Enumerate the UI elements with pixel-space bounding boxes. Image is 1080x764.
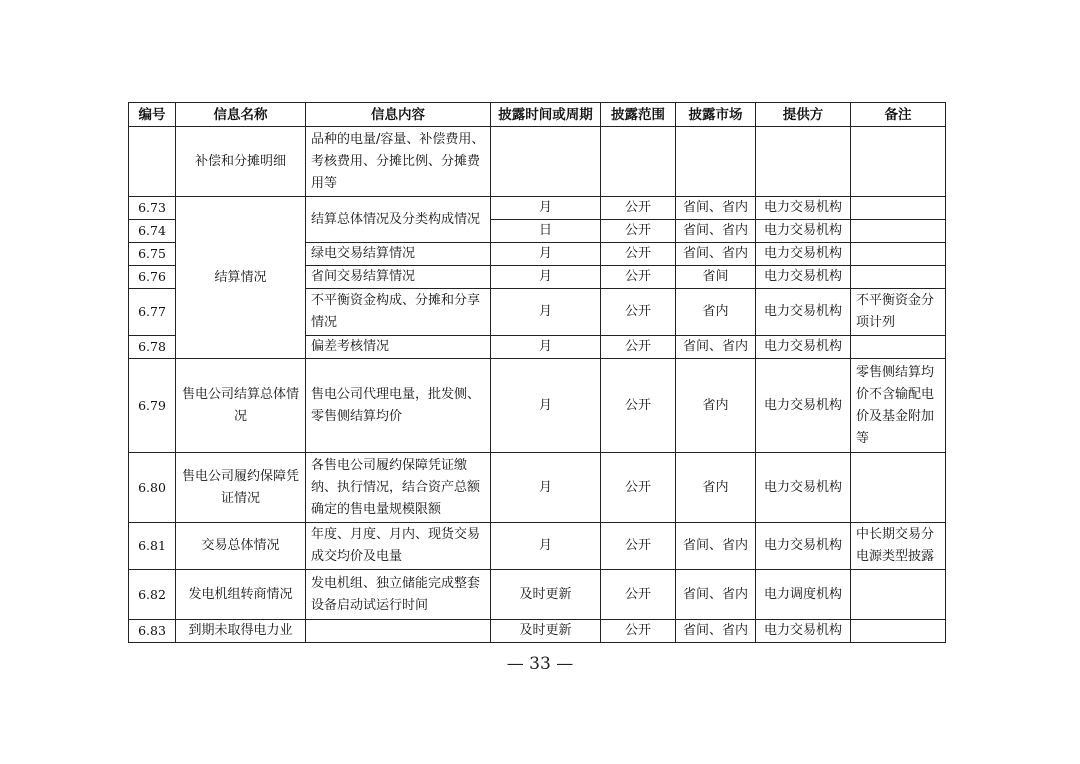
- cell-id: 6.74: [129, 220, 176, 243]
- cell-scope: 公开: [601, 266, 676, 289]
- cell-name: 售电公司结算总体情况: [176, 359, 306, 453]
- cell-content: 年度、月度、月内、现货交易成交均价及电量: [306, 523, 491, 570]
- cell-content: 品种的电量/容量、补偿费用、考核费用、分摊比例、分摊费用等: [306, 127, 491, 197]
- table-row: [129, 127, 946, 197]
- cell-content: 各售电公司履约保障凭证缴纳、执行情况，结合资产总额确定的售电量规模限额: [306, 453, 491, 523]
- cell-id: 6.79: [129, 359, 176, 453]
- cell-content: 发电机组、独立储能完成整套设备启动试运行时间: [306, 570, 491, 620]
- cell-period: 月: [491, 453, 601, 523]
- cell-scope: 公开: [601, 523, 676, 570]
- header-note: 备注: [851, 103, 946, 127]
- cell-name: 结算情况: [176, 197, 306, 359]
- cell-market: 省间、省内: [676, 620, 756, 643]
- cell-scope: 公开: [601, 570, 676, 620]
- cell-scope: 公开: [601, 453, 676, 523]
- header-scope: 披露范围: [601, 103, 676, 127]
- cell-provider: 电力交易机构: [756, 243, 851, 266]
- table-row: [129, 523, 946, 570]
- cell-market: 省间、省内: [676, 570, 756, 620]
- cell-period: 及时更新: [491, 620, 601, 643]
- cell-provider: 电力交易机构: [756, 197, 851, 220]
- cell-provider: 电力交易机构: [756, 289, 851, 336]
- cell-note: [851, 243, 946, 266]
- table-row: [129, 453, 946, 523]
- cell-market: 省间、省内: [676, 336, 756, 359]
- header-provider: 提供方: [756, 103, 851, 127]
- cell-id: 6.75: [129, 243, 176, 266]
- cell-provider: 电力调度机构: [756, 570, 851, 620]
- cell-name: 售电公司履约保障凭证情况: [176, 453, 306, 523]
- header-market: 披露市场: [676, 103, 756, 127]
- header-content: 信息内容: [306, 103, 491, 127]
- cell-note: [851, 570, 946, 620]
- cell-id: 6.83: [129, 620, 176, 643]
- cell-market: 省间: [676, 266, 756, 289]
- cell-period: 及时更新: [491, 570, 601, 620]
- cell-period: 月: [491, 197, 601, 220]
- cell-content: 偏差考核情况: [306, 336, 491, 359]
- cell-note: 中长期交易分电源类型披露: [851, 523, 946, 570]
- cell-period: [491, 127, 601, 197]
- cell-period: 月: [491, 243, 601, 266]
- cell-id: 6.78: [129, 336, 176, 359]
- cell-scope: [601, 127, 676, 197]
- cell-scope: 公开: [601, 289, 676, 336]
- header-period: 披露时间或周期: [491, 103, 601, 127]
- cell-scope: 公开: [601, 197, 676, 220]
- table-row: [129, 197, 946, 220]
- cell-note: [851, 620, 946, 643]
- cell-market: 省间、省内: [676, 197, 756, 220]
- cell-provider: 电力交易机构: [756, 453, 851, 523]
- cell-provider: 电力交易机构: [756, 359, 851, 453]
- table-row: [129, 620, 946, 643]
- cell-content: 售电公司代理电量，批发侧、零售侧结算均价: [306, 359, 491, 453]
- cell-market: 省内: [676, 359, 756, 453]
- cell-market: 省间、省内: [676, 243, 756, 266]
- cell-note: [851, 336, 946, 359]
- cell-id: 6.82: [129, 570, 176, 620]
- cell-name: 到期未取得电力业: [176, 620, 306, 643]
- cell-period: 月: [491, 359, 601, 453]
- cell-market: [676, 127, 756, 197]
- cell-market: 省内: [676, 453, 756, 523]
- cell-provider: 电力交易机构: [756, 620, 851, 643]
- cell-id: [129, 127, 176, 197]
- cell-content: [306, 620, 491, 643]
- cell-name: 交易总体情况: [176, 523, 306, 570]
- cell-scope: 公开: [601, 243, 676, 266]
- cell-market: 省间、省内: [676, 523, 756, 570]
- cell-period: 日: [491, 220, 601, 243]
- cell-scope: 公开: [601, 220, 676, 243]
- cell-id: 6.81: [129, 523, 176, 570]
- cell-provider: [756, 127, 851, 197]
- cell-scope: 公开: [601, 336, 676, 359]
- cell-content: 不平衡资金构成、分摊和分享情况: [306, 289, 491, 336]
- cell-note: [851, 220, 946, 243]
- cell-content: 省间交易结算情况: [306, 266, 491, 289]
- cell-note: [851, 197, 946, 220]
- cell-note: [851, 453, 946, 523]
- cell-period: 月: [491, 336, 601, 359]
- table-row: [129, 570, 946, 620]
- disclosure-table: [128, 102, 946, 643]
- cell-note: 不平衡资金分项计列: [851, 289, 946, 336]
- cell-note: [851, 266, 946, 289]
- cell-provider: 电力交易机构: [756, 523, 851, 570]
- cell-provider: 电力交易机构: [756, 220, 851, 243]
- cell-provider: 电力交易机构: [756, 336, 851, 359]
- cell-provider: 电力交易机构: [756, 266, 851, 289]
- cell-id: 6.73: [129, 197, 176, 220]
- header-id: 编号: [129, 103, 176, 127]
- cell-period: 月: [491, 289, 601, 336]
- cell-content: 结算总体情况及分类构成情况: [306, 197, 491, 243]
- cell-scope: 公开: [601, 359, 676, 453]
- cell-name: 发电机组转商情况: [176, 570, 306, 620]
- cell-scope: 公开: [601, 620, 676, 643]
- cell-id: 6.76: [129, 266, 176, 289]
- cell-note: 零售侧结算均价不含输配电价及基金附加等: [851, 359, 946, 453]
- cell-content: 绿电交易结算情况: [306, 243, 491, 266]
- cell-id: 6.77: [129, 289, 176, 336]
- cell-name: 补偿和分摊明细: [176, 127, 306, 197]
- cell-note: [851, 127, 946, 197]
- table-row: [129, 359, 946, 453]
- table-header-row: [129, 103, 946, 127]
- cell-market: 省间、省内: [676, 220, 756, 243]
- cell-period: 月: [491, 266, 601, 289]
- header-name: 信息名称: [176, 103, 306, 127]
- cell-id: 6.80: [129, 453, 176, 523]
- page-number: — 33 —: [506, 654, 574, 674]
- cell-market: 省内: [676, 289, 756, 336]
- cell-period: 月: [491, 523, 601, 570]
